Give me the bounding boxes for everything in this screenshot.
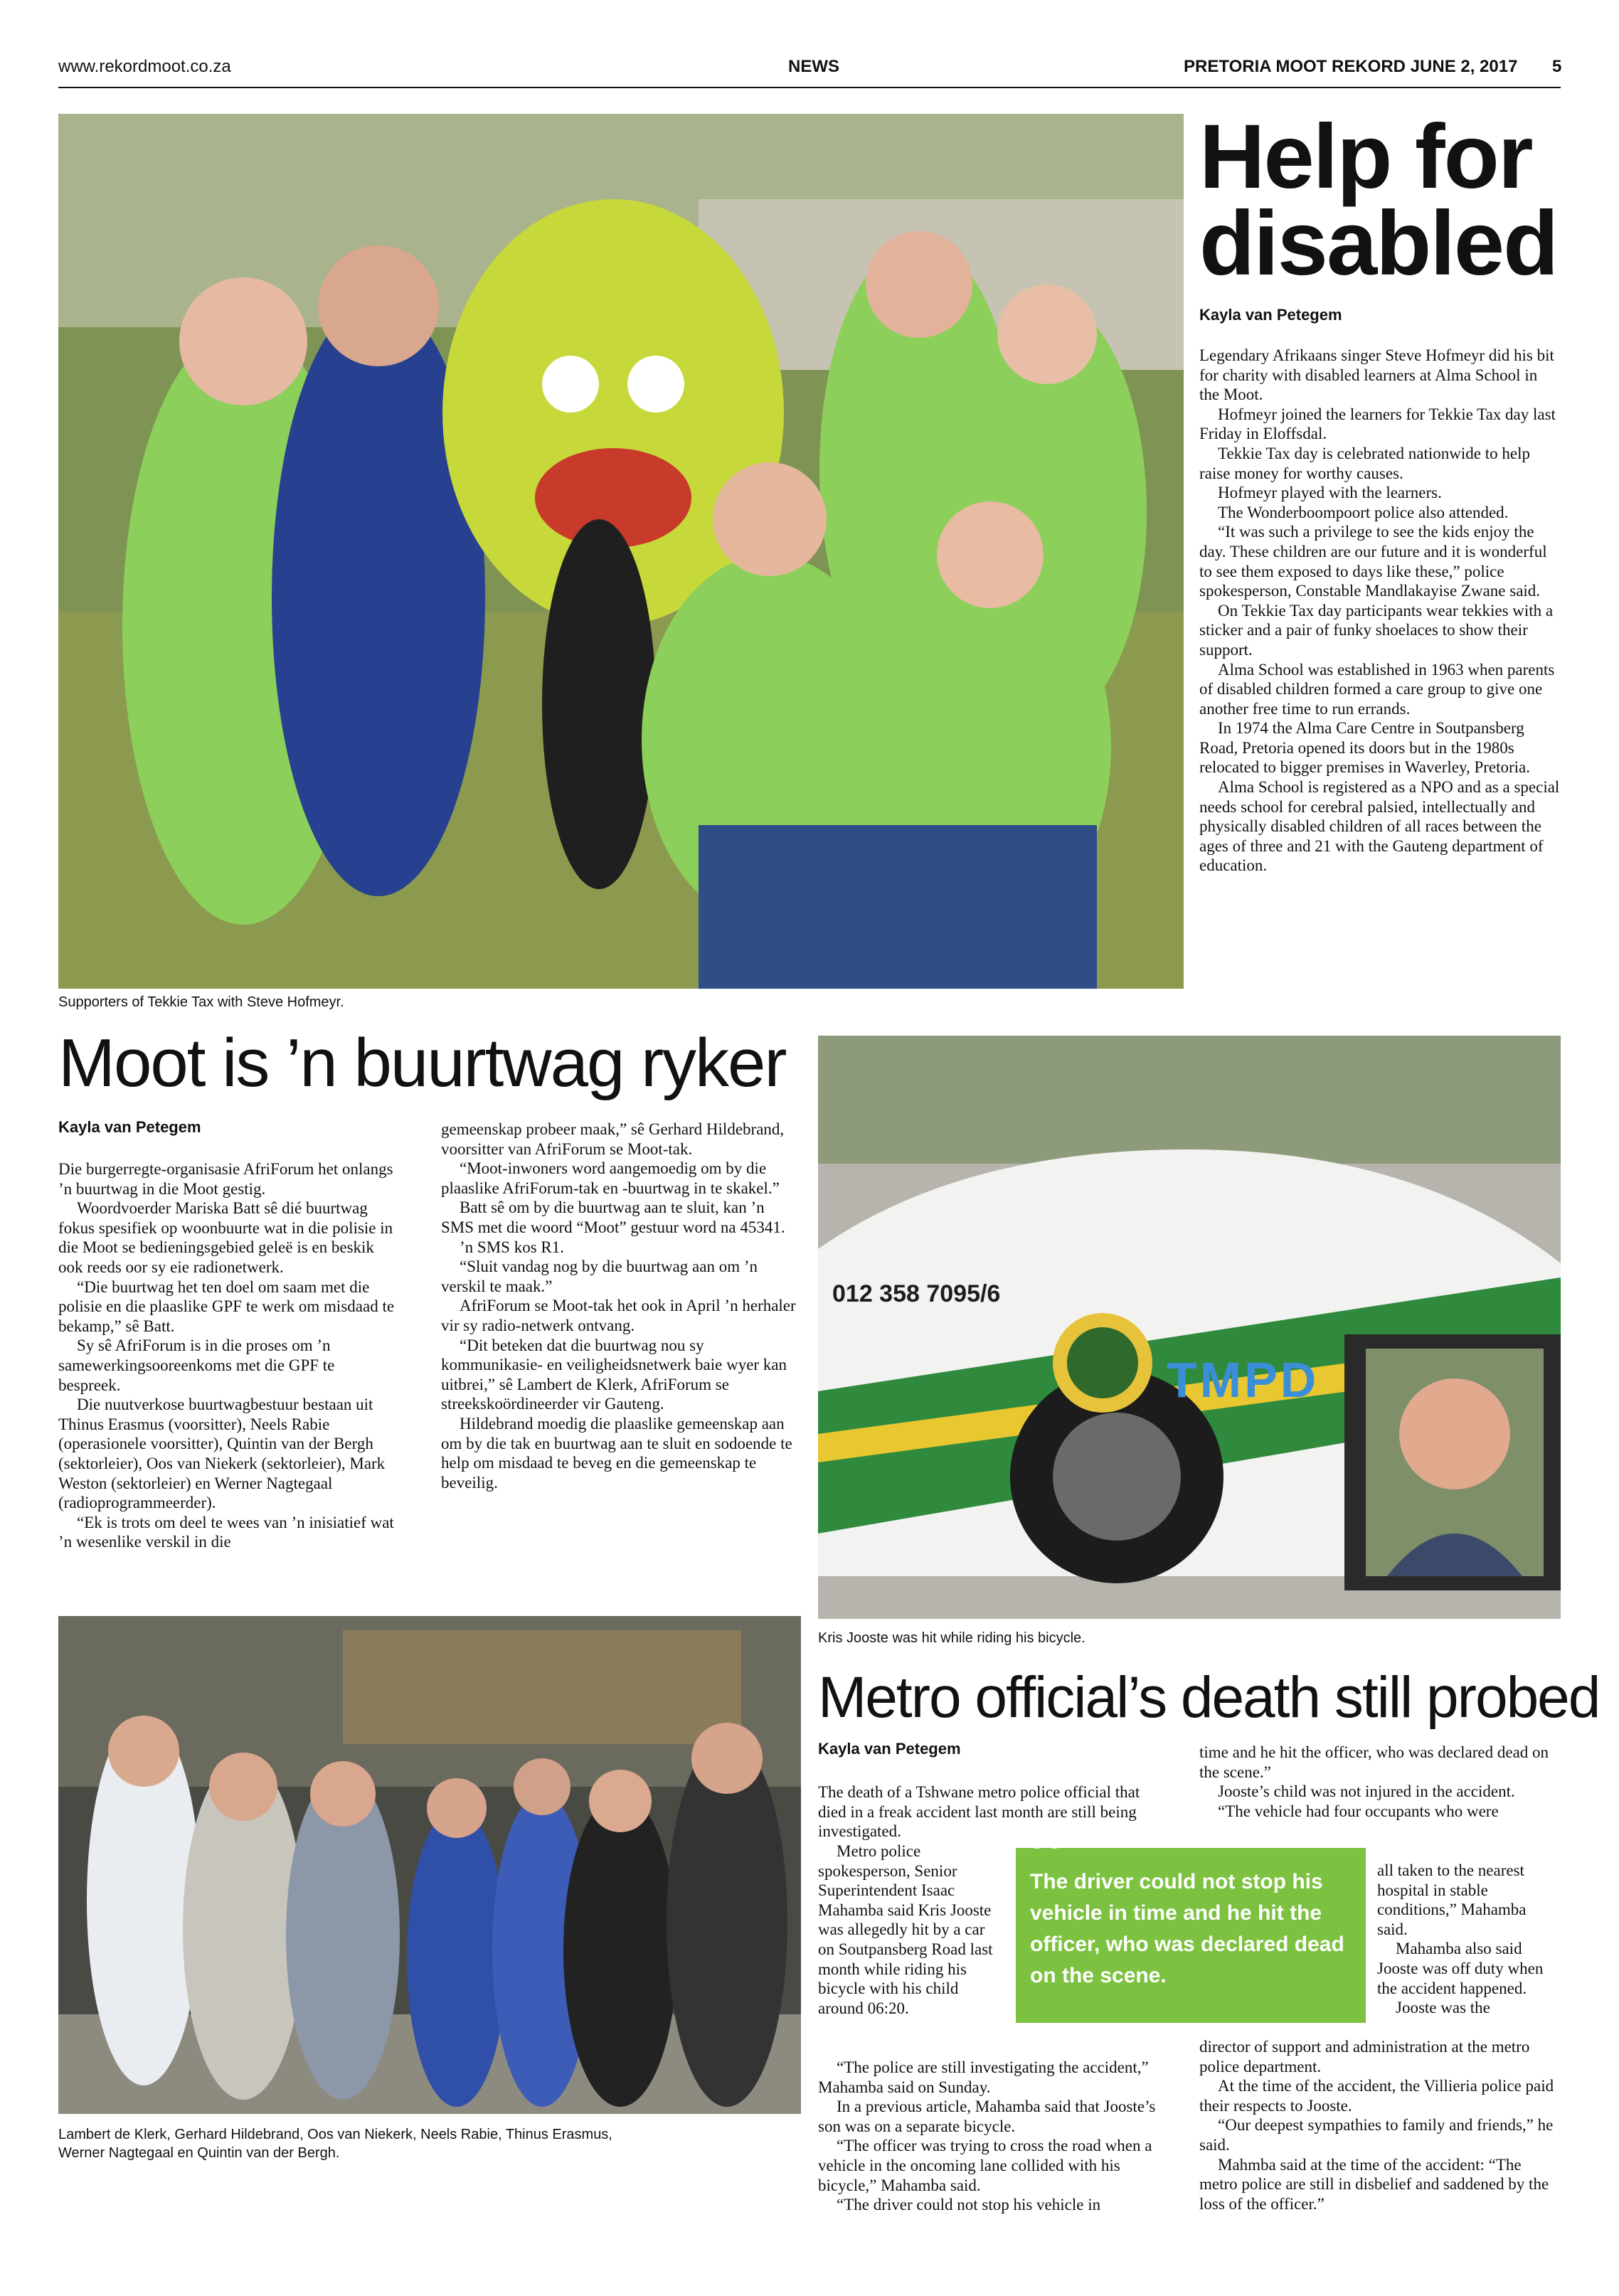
paragraph: “The officer was trying to cross the road when a vehicle in the oncoming lane collided with his bicycle,” Mahamba said. bbox=[818, 2137, 1152, 2194]
paragraph: Hofmeyr joined the learners for Tekkie Tax day last Friday in Eloffsdal. bbox=[1199, 405, 1556, 443]
page-number: 5 bbox=[1552, 57, 1562, 76]
metro-column-1-narrow bbox=[818, 1841, 1002, 2018]
paragraph: The death of a Tshwane metro police official that died in a freak accident last month are still being investigated. bbox=[818, 1783, 1140, 1841]
caption-line-2: Werner Nagtegaal en Quintin van der Bergh. bbox=[58, 2145, 340, 2161]
header-rule bbox=[58, 87, 1561, 88]
paragraph: Alma School was established in 1963 when parents of disabled children formed a care group to give one another free time to run errands. bbox=[1199, 660, 1555, 718]
publication-date: PRETORIA MOOT REKORD JUNE 2, 2017 bbox=[1184, 57, 1518, 76]
paragraph: Mahmba said at the time of the accident: “The metro police are still in disbelief and saddened by the loss of the officer.” bbox=[1199, 2155, 1549, 2213]
paragraph: “The vehicle had four occupants who were bbox=[1218, 1802, 1499, 1820]
metro-column-1-top bbox=[818, 1782, 1171, 1841]
metro-column-2-bottom bbox=[1199, 2037, 1561, 2213]
paragraph: AfriForum se Moot-tak het ook in April ’n herhaler vir sy radio-netwerk ontvang. bbox=[441, 1297, 796, 1334]
paragraph: “Dit beteken dat die buurtwag nou sy kommunikasie- en veiligheidsnetwerk baie wyer kan uitbrei,” sê Lambert de Klerk, AfriForum se streekskoördineerder vir Gauteng. bbox=[441, 1336, 787, 1413]
byline-buurtwag: Kayla van Petegem bbox=[58, 1118, 201, 1136]
headline-line-2: disabled bbox=[1199, 192, 1558, 294]
buurtwag-column-2 bbox=[441, 1120, 800, 1492]
headline-help-for-disabled bbox=[1199, 106, 1569, 294]
metro-column-1-bottom bbox=[818, 2058, 1171, 2215]
paragraph: ’n SMS kos R1. bbox=[460, 1238, 564, 1256]
paragraph: Batt sê om by die buurtwag aan te sluit, kan ’n SMS met die woord “Moot” gestuur word na 45341. bbox=[441, 1199, 785, 1236]
paragraph: “It was such a privilege to see the kids enjoy the day. These children are our future and it is wonderful to see them exposed to days like these,” police spokesperson, Constable Mandlakayise Zwane said. bbox=[1199, 523, 1547, 600]
paragraph: Legendary Afrikaans singer Steve Hofmeyr did his bit for charity with disabled learners at Alma School in the Moot. bbox=[1199, 346, 1554, 404]
buurtwag-group-photo bbox=[58, 1616, 801, 2114]
paragraph: Alma School is registered as a NPO and as a special needs school for cerebral palsied, intellectually and physically disabled children of all races between the ages of three and 21 with the Gauteng department of education. bbox=[1199, 778, 1560, 875]
tekkie-tax-photo bbox=[58, 114, 1184, 989]
paragraph: director of support and administration at the metro police department. bbox=[1199, 2038, 1530, 2076]
group-photo-caption bbox=[58, 2125, 801, 2162]
paragraph: Mahamba also said Jooste was off duty when the accident happened. bbox=[1377, 1940, 1544, 1997]
paragraph: At the time of the accident, the Villieria police paid their respects to Jooste. bbox=[1199, 2077, 1554, 2115]
metro-police-car-photo bbox=[818, 1036, 1561, 1619]
byline-disabled: Kayla van Petegem bbox=[1199, 306, 1342, 324]
car-brand-lettering: TMPD bbox=[1167, 1352, 1320, 1408]
paragraph: Sy sê AfriForum is in die proses om ’n samewerkingsooreenkoms met die GPF te bespreek. bbox=[58, 1336, 335, 1394]
paragraph: Hildebrand moedig die plaaslike gemeenskap aan om by die tak en buurtwag aan te sluit en sodoende te help om misdaad te beveg en die gemeenskap te beveilig. bbox=[441, 1414, 792, 1492]
paragraph: “Die buurtwag het ten doel om saam met die polisie en die plaaslike GPF te werk om misdaad te bekamp,” sê Batt. bbox=[58, 1277, 395, 1335]
paragraph: “Ek is trots om deel te wees van ’n inisiatief wat ’n wesenlike verskil in die bbox=[58, 1513, 394, 1551]
paragraph: time and he hit the officer, who was declared dead on the scene.” bbox=[1199, 1743, 1549, 1781]
paragraph: “The police are still investigating the accident,” Mahamba said on Sunday. bbox=[818, 2058, 1149, 2096]
paragraph: Jooste’s child was not injured in the accident. bbox=[1218, 1782, 1515, 1801]
section-label: NEWS bbox=[788, 57, 839, 76]
paragraph: Tekkie Tax day is celebrated nationwide to help raise money for worthy causes. bbox=[1199, 444, 1530, 482]
paragraph: Die burgerregte-organisasie AfriForum het onlangs ’n buurtwag in die Moot gestig. bbox=[58, 1160, 393, 1198]
paragraph: “Our deepest sympathies to family and friends,” he said. bbox=[1199, 2116, 1554, 2154]
byline-metro: Kayla van Petegem bbox=[818, 1740, 961, 1758]
paragraph: In a previous article, Mahamba said that Jooste’s son was on a separate bicycle. bbox=[818, 2098, 1156, 2135]
headline-buurtwag: Moot is ’n buurtwag ryker bbox=[58, 1025, 786, 1101]
paragraph: The Wonderboompoort police also attended. bbox=[1218, 503, 1509, 521]
metro-column-2-narrow bbox=[1377, 1861, 1561, 2018]
site-url: www.rekordmoot.co.za bbox=[58, 57, 231, 76]
paragraph: all taken to the nearest hospital in stable conditions,” Mahamba said. bbox=[1377, 1861, 1527, 1938]
headline-metro: Metro official’s death still probed bbox=[818, 1665, 1600, 1730]
quote-mark-icon: “ bbox=[1026, 1807, 1065, 1894]
paragraph: Hofmeyr played with the learners. bbox=[1218, 484, 1442, 502]
paragraph: Die nuutverkose buurtwagbestuur bestaan uit Thinus Erasmus (voorsitter), Neels Rabie (operasionele voorsitter), Quintin van der Bergh (sektorleier), Oos van Niekerk (sektorleier), Mark Weston (sektorleier) en Werner Nagtegaal (radioprogrammeerder). bbox=[58, 1396, 386, 1512]
paragraph: Jooste was the bbox=[1396, 1999, 1490, 2017]
paragraph: Metro police spokesperson, Senior Superintendent Isaac Mahamba said Kris Jooste was allegedly hit by a car on Soutpansberg Road last month while riding his bicycle with his child around 06:20. bbox=[818, 1842, 993, 2017]
paragraph: “Moot-inwoners word aangemoedig om by die plaaslike AfriForum-tak en -buurtwag in te skakel.” bbox=[441, 1159, 780, 1197]
buurtwag-column-1 bbox=[58, 1159, 400, 1552]
paragraph: “The driver could not stop his vehicle in bbox=[837, 2196, 1101, 2214]
paragraph: “Sluit vandag nog by die buurtwag aan om ’n verskil te maak.” bbox=[441, 1258, 758, 1295]
paragraph: On Tekkie Tax day participants wear tekkies with a sticker and a pair of funky shoelaces to show their support. bbox=[1199, 601, 1554, 659]
caption-line-1: Lambert de Klerk, Gerhard Hildebrand, Oos van Niekerk, Neels Rabie, Thinus Erasmus, bbox=[58, 2127, 612, 2142]
paragraph: In 1974 the Alma Care Centre in Soutpansberg Road, Pretoria opened its doors but in the 1980s relocated to bigger premises in Waverley, Pretoria. bbox=[1199, 719, 1531, 777]
car-phone-number: 012 358 7095/6 bbox=[832, 1280, 1001, 1307]
metro-photo-caption: Kris Jooste was hit while riding his bicycle. bbox=[818, 1630, 1085, 1646]
disabled-article-body bbox=[1199, 346, 1561, 876]
headline-line-1: Help for bbox=[1199, 106, 1532, 208]
pull-quote-text: The driver could not stop his vehicle in time and he hit the officer, who was declared dead on the scene. bbox=[1030, 1870, 1344, 1987]
pull-quote-box bbox=[1016, 1807, 1366, 2023]
tekkie-photo-caption: Supporters of Tekkie Tax with Steve Hofmeyr. bbox=[58, 994, 344, 1010]
metro-column-2-top bbox=[1199, 1743, 1561, 1821]
paragraph: Woordvoerder Mariska Batt sê dié buurtwag fokus spesifiek op woonbuurte wat in die polisie in die Moot se bedieningsgebied geleë is en beskik ook reeds oor sy eie radionetwerk. bbox=[58, 1199, 393, 1276]
paragraph: gemeenskap probeer maak,” sê Gerhard Hildebrand, voorsitter van AfriForum se Moot-tak. bbox=[441, 1120, 785, 1158]
